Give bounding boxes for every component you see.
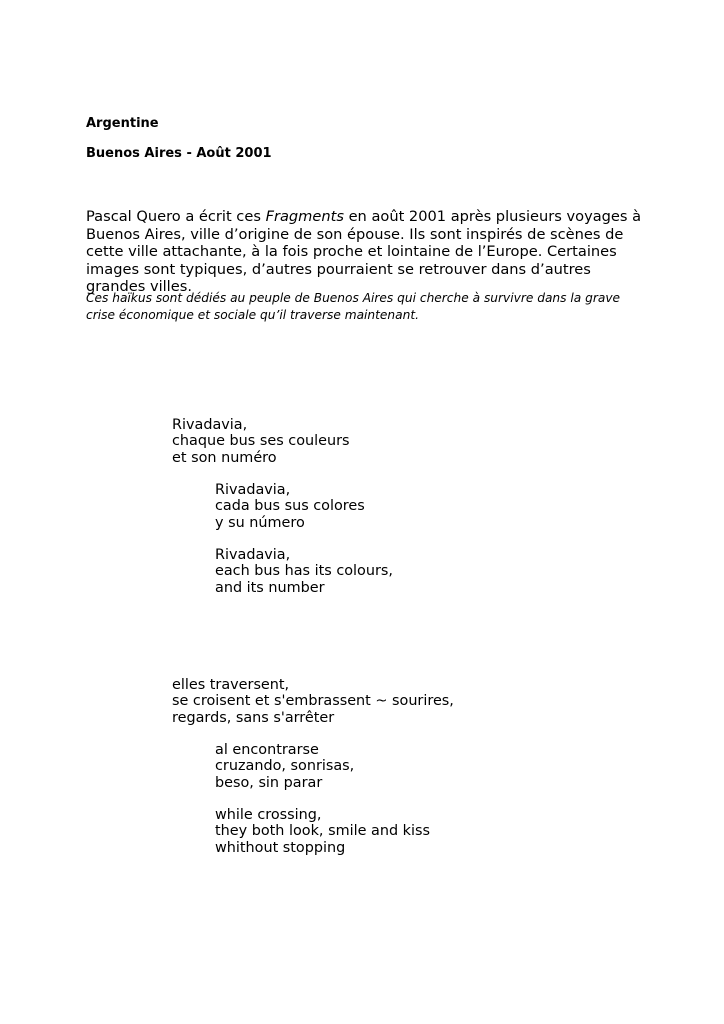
dedication-paragraph: Ces haïkus sont dédiés au peuple de Buenos Aires qui cherche à survivre dans la grave crise économique et sociale qu’il traverse maintenant. [86,291,621,322]
haiku-line: elles traversent, [172,677,290,693]
haiku-1-french [172,417,350,466]
country-heading: Argentine [86,116,159,131]
haiku-line: cruzando, sonrisas, [215,758,355,775]
haiku-line: cada bus sus colores [215,498,365,515]
haiku-line: Rivadavia, [215,547,291,563]
haiku-line: regards, sans s'arrêter [172,709,335,726]
haiku-2-english [215,807,430,856]
haiku-2-french [172,677,454,726]
haiku-line: they both look, smile and kiss [215,823,430,840]
haiku-line: and its number [215,579,325,596]
haiku-line: y su número [215,514,305,531]
intro-text-end: en août 2001 après plusieurs voyages à Buenos Aires, ville d’origine de son épouse. Ils sont inspirés de scènes de cette ville attachante, à la fois proche et lointaine de l’Europe. Certaines images sont typiques, d’autres pourraient se retrouver dans d’autres grandes villes. [86,208,642,296]
haiku-line: Rivadavia, [215,482,291,498]
haiku-2-spanish [215,742,354,791]
haiku-line: al encontrarse [215,742,319,758]
intro-title: Fragments [265,208,344,225]
haiku-line: while crossing, [215,807,322,823]
haiku-line: each bus has its colours, [215,563,393,580]
haiku-line: beso, sin parar [215,774,323,791]
haiku-line: et son numéro [172,449,277,466]
intro-paragraph [86,208,646,296]
haiku-1-spanish [215,482,365,531]
haiku-line: Rivadavia, [172,417,248,433]
place-date-heading: Buenos Aires - Août 2001 [86,146,272,161]
haiku-line: chaque bus ses couleurs [172,433,350,450]
haiku-1-english [215,547,393,596]
haiku-line: se croisent et s'embrassent ~ sourires, [172,693,454,710]
intro-text-start: Pascal Quero a écrit ces [86,208,266,225]
haiku-line: whithout stopping [215,839,346,856]
